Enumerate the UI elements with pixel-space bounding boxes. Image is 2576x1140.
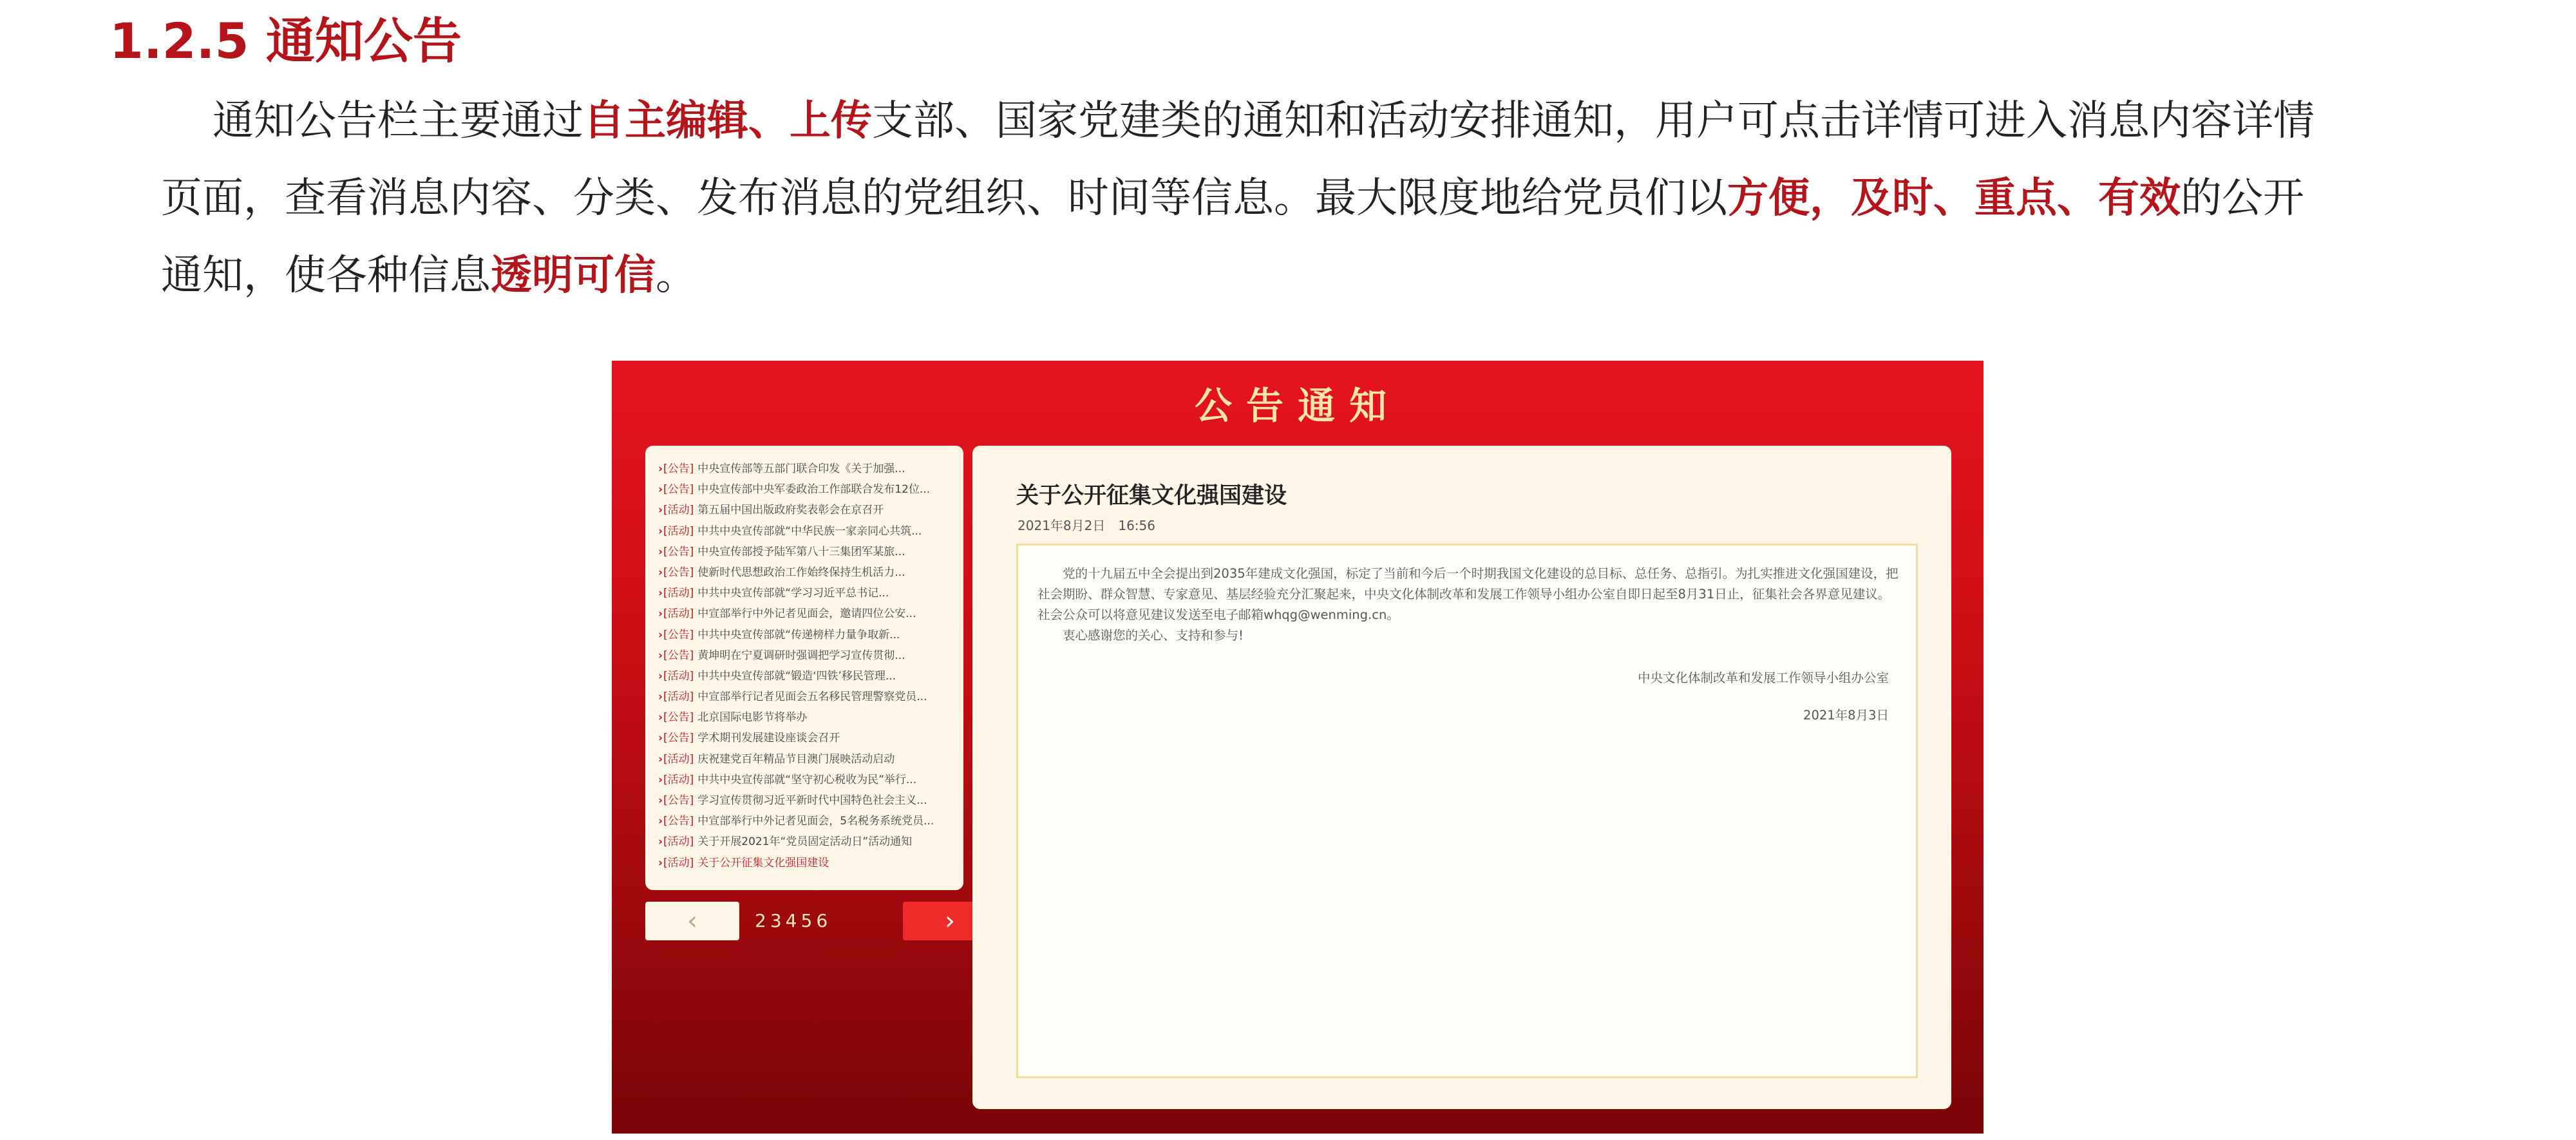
intro-line-3: [161, 237, 697, 314]
chevron-right-icon: ›: [658, 545, 663, 558]
notice-list-item[interactable]: [658, 603, 954, 624]
page-numbers: [755, 902, 831, 940]
section-number: 1.2.5: [109, 12, 249, 70]
notice-tag: [活动]: [663, 835, 694, 849]
intro-highlight: 方便，及时、重点、有效: [1727, 175, 2181, 222]
intro-line-2: [161, 160, 2304, 237]
app-title: 公告通知: [1194, 384, 1401, 428]
notice-tag: [公告]: [663, 649, 694, 662]
detail-title: 关于公开征集文化强国建设: [1016, 483, 1287, 509]
chevron-right-icon: ›: [658, 649, 663, 662]
notice-tag: [活动]: [663, 690, 694, 704]
notice-title: 第五届中国出版政府奖表彰会在京召开: [697, 504, 884, 517]
notice-title: 中宣部举行记者见面会五名移民管理警察党员...: [697, 690, 927, 704]
prev-page-button[interactable]: [645, 902, 739, 940]
page-number[interactable]: 2: [755, 910, 770, 931]
chevron-right-icon: ›: [658, 711, 663, 725]
chevron-right-icon: ›: [658, 628, 663, 641]
notice-title: 学习宣传贯彻习近平新时代中国特色社会主义...: [697, 794, 927, 807]
notice-list-item[interactable]: [658, 666, 954, 687]
chevron-right-icon: ›: [658, 607, 663, 621]
notice-tag: [公告]: [663, 628, 694, 641]
page-number[interactable]: 4: [785, 910, 801, 931]
notice-list-item[interactable]: [658, 500, 954, 520]
notice-tag: [活动]: [663, 669, 694, 683]
intro-text: 页面，查看消息内容、分类、发布消息的党组织、时间等信息。最大限度地给党员们以: [161, 175, 1727, 222]
intro-highlight: 自主编辑、上传: [583, 97, 872, 145]
notice-list-item[interactable]: [658, 811, 954, 831]
notice-title: 中共中央宣传部就“学习习近平总书记...: [697, 587, 889, 600]
page-number[interactable]: 6: [816, 910, 832, 931]
notice-list-item[interactable]: [658, 583, 954, 603]
intro-text: 通知公告栏主要通过: [213, 97, 583, 145]
notice-tag: [活动]: [663, 524, 694, 538]
intro-text: 支部、国家党建类的通知和活动安排通知，用户可点击详情可进入消息内容详情: [872, 97, 2315, 145]
notice-list-item[interactable]: [658, 790, 954, 811]
notice-tag: [活动]: [663, 773, 694, 786]
pagination: [645, 902, 963, 940]
notice-tag: [公告]: [663, 483, 694, 497]
notice-title: 庆祝建党百年精品节目澳门展映活动启动: [697, 752, 895, 766]
chevron-right-icon: ›: [658, 587, 663, 600]
detail-closing: 衷心感谢您的关心、支持和参与!: [1063, 628, 1244, 643]
intro-text: 的公开: [2181, 175, 2304, 222]
intro-line-1: [213, 82, 2315, 160]
page-number[interactable]: 5: [800, 910, 817, 931]
notice-tag: [活动]: [663, 504, 694, 517]
notice-tag: [活动]: [663, 856, 694, 869]
section-title: 通知公告: [265, 12, 462, 70]
notice-tag: [活动]: [663, 607, 694, 621]
notice-tag: [公告]: [663, 711, 694, 725]
chevron-right-icon: ›: [658, 524, 663, 538]
notice-title: 北京国际电影节将举办: [697, 711, 808, 725]
intro-text: 通知，使各种信息: [161, 252, 491, 299]
notice-list-item[interactable]: [658, 707, 954, 728]
notice-list-item[interactable]: [658, 853, 954, 873]
detail-signature: 中央文化体制改革和发展工作领导小组办公室: [1637, 670, 1889, 685]
notice-title: 关于开展2021年“党员固定活动日”活动通知: [697, 835, 913, 849]
notice-list-item[interactable]: [658, 749, 954, 770]
chevron-right-icon: ›: [658, 815, 663, 828]
notice-title: 关于公开征集文化强国建设: [697, 856, 829, 869]
notice-title: 中共中央宣传部就“坚守初心税收为民”举行...: [697, 773, 917, 786]
chevron-right-icon: ›: [658, 835, 663, 849]
notice-list-item[interactable]: [658, 645, 954, 666]
notice-title: 中共中央宣传部就“传递榜样力量争取新...: [697, 628, 900, 641]
chevron-right-icon: ›: [658, 732, 663, 745]
notice-title: 中央宣传部授予陆军第八十三集团军某旅...: [697, 545, 905, 558]
chevron-right-icon: ›: [658, 690, 663, 704]
intro-highlight: 透明可信: [491, 252, 656, 299]
notice-list: [645, 446, 963, 890]
notice-tag: [公告]: [663, 545, 694, 558]
chevron-right-icon: ›: [658, 504, 663, 517]
notice-list-item[interactable]: [658, 459, 954, 479]
notice-list-item[interactable]: [658, 479, 954, 500]
notice-title: 中央宣传部中央军委政治工作部联合发布12位...: [697, 483, 931, 497]
notice-title: 学术期刊发展建设座谈会召开: [697, 732, 840, 745]
notice-title: 中宣部举行中外记者见面会，邀请四位公安...: [697, 607, 916, 621]
detail-body: 党的十九届五中全会提出到2035年建成文化强国，标定了当前和今后一个时期我国文化建设的总目标、总任务、总指引。为扎实推进文化强国建设，把社会期盼、群众智慧、专家意见、基层经验充分汇聚起来，中央文化体制改革和发展工作领导小组办公室自即日起至8月31日止，征集社会各界意见建议。社会公众可以将意见建议发送至电子邮箱whqg@wenming.cn。: [1037, 566, 1899, 622]
detail-sign-date: 2021年8月3日: [1803, 708, 1889, 723]
notice-title: 使新时代思想政治工作始终保持生机活力...: [697, 565, 905, 579]
notice-tag: [公告]: [663, 732, 694, 745]
notice-list-item[interactable]: [658, 521, 954, 542]
chevron-right-icon: ›: [658, 794, 663, 807]
notice-detail: [972, 446, 1951, 1109]
detail-date: 2021年8月2日 16:56: [1018, 518, 1155, 533]
notice-tag: [公告]: [663, 815, 694, 828]
chevron-right-icon: ›: [658, 752, 663, 766]
notice-title: 中央宣传部等五部门联合印发《关于加强...: [697, 462, 905, 475]
chevron-right-icon: ›: [658, 462, 663, 475]
chevron-right-icon: ›: [658, 669, 663, 683]
chevron-right-icon: ›: [658, 773, 663, 786]
notice-app-panel: [612, 361, 1984, 1134]
section-heading: [109, 9, 462, 73]
notice-list-item[interactable]: [658, 831, 954, 852]
notice-tag: [活动]: [663, 587, 694, 600]
notice-tag: [活动]: [663, 752, 694, 766]
chevron-left-icon: ‹: [687, 906, 697, 936]
notice-list-item[interactable]: [658, 625, 954, 645]
notice-list-item[interactable]: [658, 562, 954, 583]
notice-tag: [公告]: [663, 794, 694, 807]
chevron-right-icon: ›: [658, 483, 663, 497]
notice-title: 中宣部举行中外记者见面会，5名税务系统党员...: [697, 815, 934, 828]
notice-tag: [公告]: [663, 462, 694, 475]
notice-list-item[interactable]: [658, 542, 954, 562]
chevron-right-icon: ›: [658, 565, 663, 579]
notice-list-item[interactable]: [658, 687, 954, 707]
chevron-right-icon: ›: [945, 906, 955, 936]
notice-list-item[interactable]: [658, 770, 954, 790]
notice-title: 中共中央宣传部就“中华民族一家亲同心共筑...: [697, 524, 922, 538]
notice-title: 中共中央宣传部就“锻造‘四铁’移民管理...: [697, 669, 896, 683]
notice-tag: [公告]: [663, 565, 694, 579]
intro-text: 。: [656, 252, 697, 299]
page-number[interactable]: 3: [770, 910, 786, 931]
chevron-right-icon: ›: [658, 856, 663, 869]
notice-list-item[interactable]: [658, 728, 954, 748]
detail-content-box: [1016, 544, 1918, 1078]
notice-title: 黄坤明在宁夏调研时强调把学习宣传贯彻...: [697, 649, 905, 662]
